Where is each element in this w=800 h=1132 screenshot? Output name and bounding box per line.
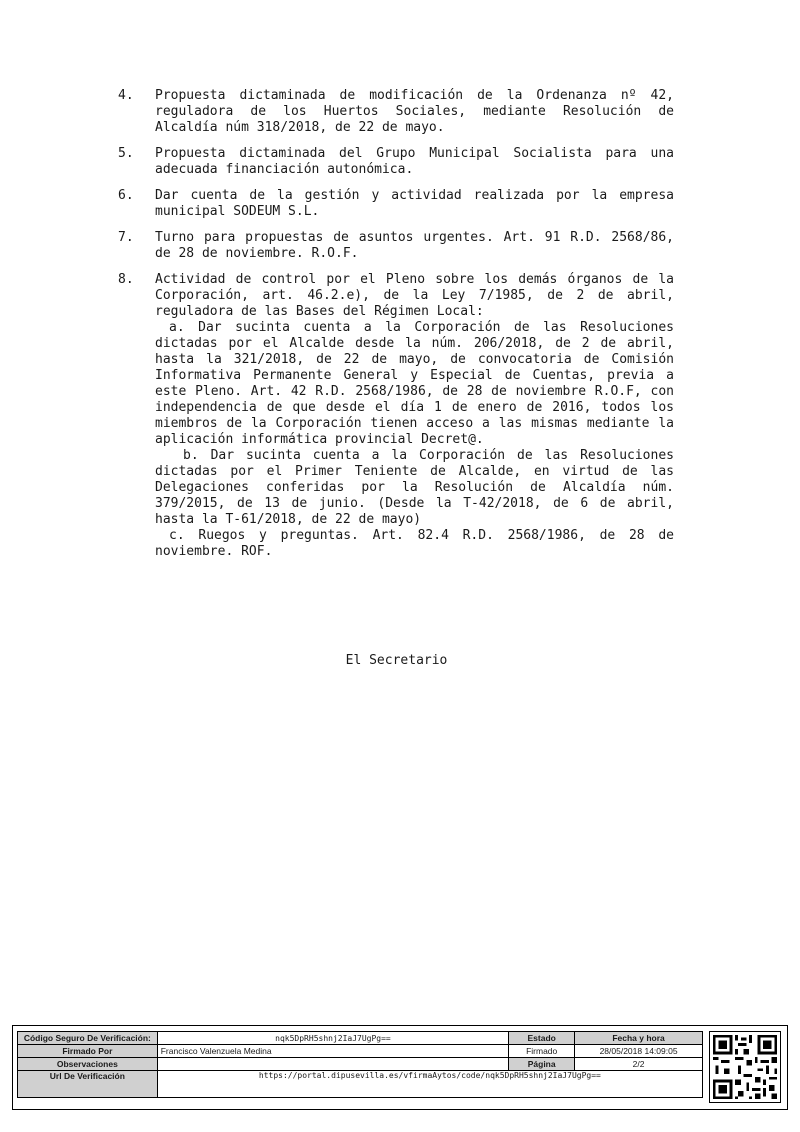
item-text: Propuesta dictaminada de modificación de la Ordenanza nº 42, reguladora de los Huertos Sociales, mediante Resolución de Alcaldía núm 318/2018, de 22 de mayo.	[155, 88, 674, 135]
item-number: 6.	[118, 188, 134, 203]
item-number: 4.	[118, 88, 134, 103]
url-label: Url De Verificación	[18, 1071, 158, 1098]
item-number: 8.	[118, 272, 134, 287]
estado-label: Estado	[509, 1032, 575, 1045]
fecha-label: Fecha y hora	[575, 1032, 703, 1045]
agenda-item-5	[118, 146, 674, 178]
firmado-value: Francisco Valenzuela Medina	[157, 1045, 508, 1058]
subitem-c: c. Ruegos y preguntas. Art. 82.4 R.D. 2568/1986, de 28 de noviembre. ROF.	[155, 528, 674, 559]
agenda-list	[118, 88, 674, 570]
estado-value: Firmado	[509, 1045, 575, 1058]
csv-value: nqk5DpRH5shnj2IaJ7UgPg==	[157, 1032, 508, 1045]
agenda-item-6	[118, 188, 674, 220]
agenda-item-4	[118, 88, 674, 136]
item-text: Turno para propuestas de asuntos urgentes. Art. 91 R.D. 2568/86, de 28 de noviembre. R.O.F.	[155, 230, 674, 261]
table-row	[18, 1045, 703, 1058]
subitem-a: a. Dar sucinta cuenta a la Corporación de las Resoluciones dictadas por el Alcalde desde la núm. 206/2018, de 2 de abril, hasta la 321/2018, de 22 de mayo, de convocatoria de Comisión Informativa Permanente General y Especial de Cuentas, previa a este Pleno. Art. 42 R.D. 2568/1986, de 28 de noviembre R.O.F, con independencia de que desde el día 1 de enero de 2016, todos los miembros de la Corporación tienen acceso a las mismas mediante la aplicación informática provincial Decret@.	[155, 320, 674, 447]
agenda-item-8	[118, 272, 674, 560]
item-text: Actividad de control por el Pleno sobre los demás órganos de la Corporación, art. 46.2.e), de la Ley 7/1985, de 2 de abril, reguladora de las Bases del Régimen Local:	[155, 272, 674, 319]
item-number: 5.	[118, 146, 134, 161]
csv-label: Código Seguro De Verificación:	[18, 1032, 158, 1045]
item-text: Propuesta dictaminada del Grupo Municipal Socialista para una adecuada financiación autonómica.	[155, 146, 674, 177]
verification-footer	[12, 1025, 788, 1110]
subitem-b: b. Dar sucinta cuenta a la Corporación de las Resoluciones dictadas por el Primer Teniente de Alcalde, en virtud de las Delegaciones conferidas por la Resolución de Alcaldía núm. 379/2015, de 13 de junio. (Desde la T-42/2018, de 6 de abril, hasta la T-61/2018, de 22 de mayo)	[155, 448, 674, 527]
agenda-item-7	[118, 230, 674, 262]
url-value[interactable]: https://portal.dipusevilla.es/vfirmaAytos/code/nqk5DpRH5shnj2IaJ7UgPg==	[157, 1071, 702, 1098]
verification-table	[17, 1031, 703, 1098]
qr-code-icon	[709, 1031, 781, 1103]
item-number: 7.	[118, 230, 134, 245]
table-row	[18, 1071, 703, 1098]
table-row	[18, 1032, 703, 1045]
fecha-value: 28/05/2018 14:09:05	[575, 1045, 703, 1058]
firmado-label: Firmado Por	[18, 1045, 158, 1058]
pagina-label: Página	[509, 1058, 575, 1071]
item-body	[155, 272, 674, 560]
observaciones-label: Observaciones	[18, 1058, 158, 1071]
observaciones-value	[157, 1058, 508, 1071]
pagina-value: 2/2	[575, 1058, 703, 1071]
signer-title: El Secretario	[345, 653, 448, 668]
table-row	[18, 1058, 703, 1071]
item-text: Dar cuenta de la gestión y actividad realizada por la empresa municipal SODEUM S.L.	[155, 188, 674, 219]
